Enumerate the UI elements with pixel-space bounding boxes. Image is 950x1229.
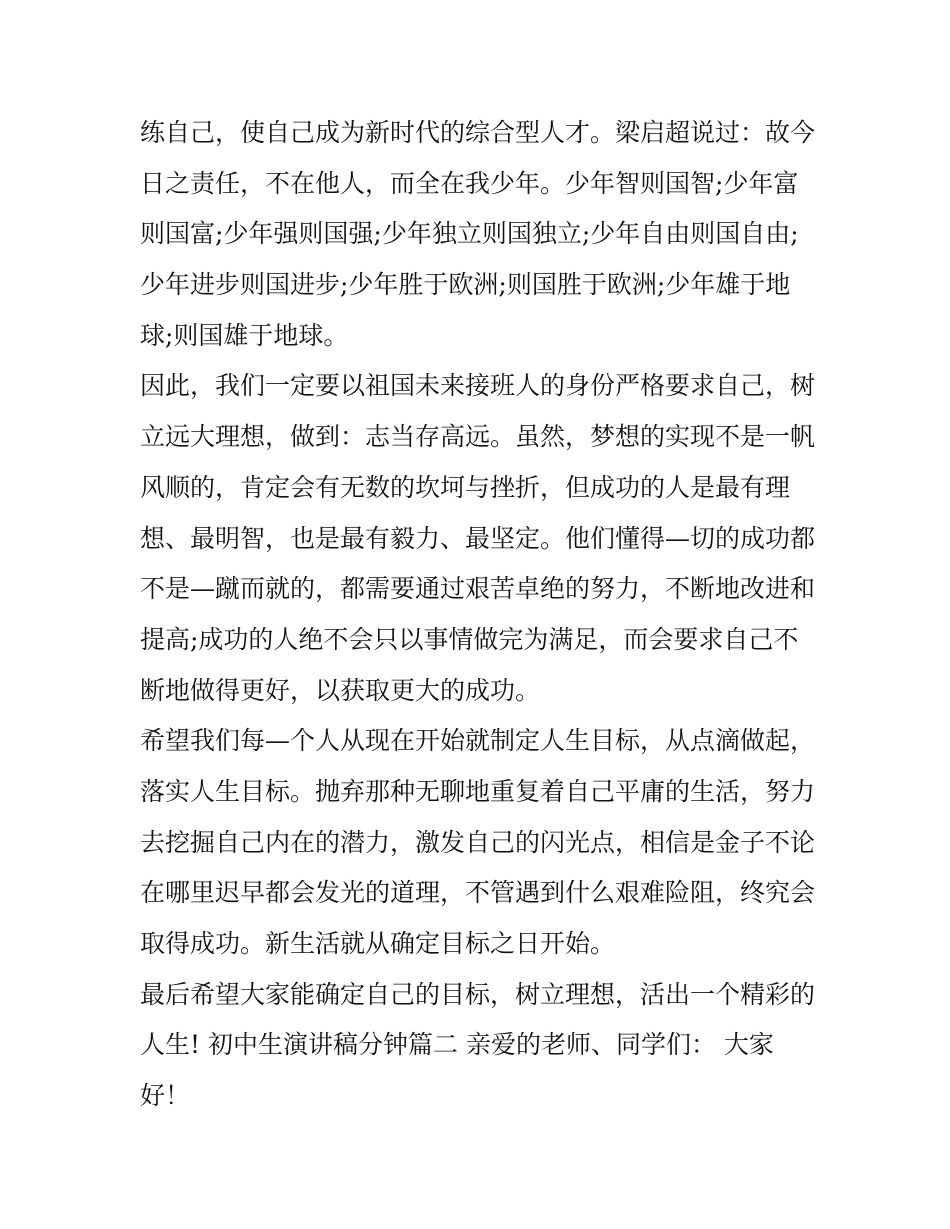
document-body [140,108,820,1122]
text-line: 断地做得更好，以获取更大的成功。 [140,675,541,705]
text-line: 想、最明智，也是最有毅力、最坚定。他们懂得—切的成功都 [140,523,816,553]
text-line: 风顺的，肯定会有无数的坎坷与挫折，但成功的人是最有理 [140,472,791,502]
text-line: 最后希望大家能确定自己的目标，树立理想，活出一个精彩的 [140,979,816,1009]
text-line: 日之责任，不在他人，而全在我少年。少年智则国智;少年富 [140,168,799,198]
text-line: 在哪里迟早都会发光的道理，不管遇到什么艰难险阻，终究会 [140,878,816,908]
text-line: 少年进步则国进步;少年胜于欧洲;则国胜于欧洲;少年雄于地 [140,270,791,300]
text-line: 提高;成功的人绝不会只以事情做完为满足，而会要求自己不 [140,624,799,654]
text-line: 球;则国雄于地球。 [140,320,349,350]
text-line: 希望我们每—个人从现在开始就制定人生目标，从点滴做起， [140,726,816,756]
text-line: 人生! 初中生演讲稿分钟篇二 亲爱的老师、同学们： 大家 [140,1030,774,1060]
text-line: 取得成功。新生活就从确定目标之日开始。 [140,929,616,958]
text-line: 则国富;少年强则国强;少年独立则国独立;少年自由则国自由; [140,219,799,249]
text-line: 立远大理想，做到：志当存高远。虽然，梦想的实现不是一帆 [140,422,816,452]
text-line: 因此，我们一定要以祖国未来接班人的身份严格要求自己，树 [140,371,816,401]
text-line: 落实人生目标。抛弃那种无聊地重复着自己平庸的生活，努力 [140,776,816,806]
text-line: 练自己，使自己成为新时代的综合型人才。梁启超说过：故今 [140,118,816,147]
text-line: 去挖掘自己内在的潜力，激发自己的闪光点，相信是金子不论 [140,827,816,857]
text-line: 不是—蹴而就的，都需要通过艰苦卓绝的努力，不断地改进和 [140,574,816,604]
text-line: 好！ [140,1081,191,1111]
